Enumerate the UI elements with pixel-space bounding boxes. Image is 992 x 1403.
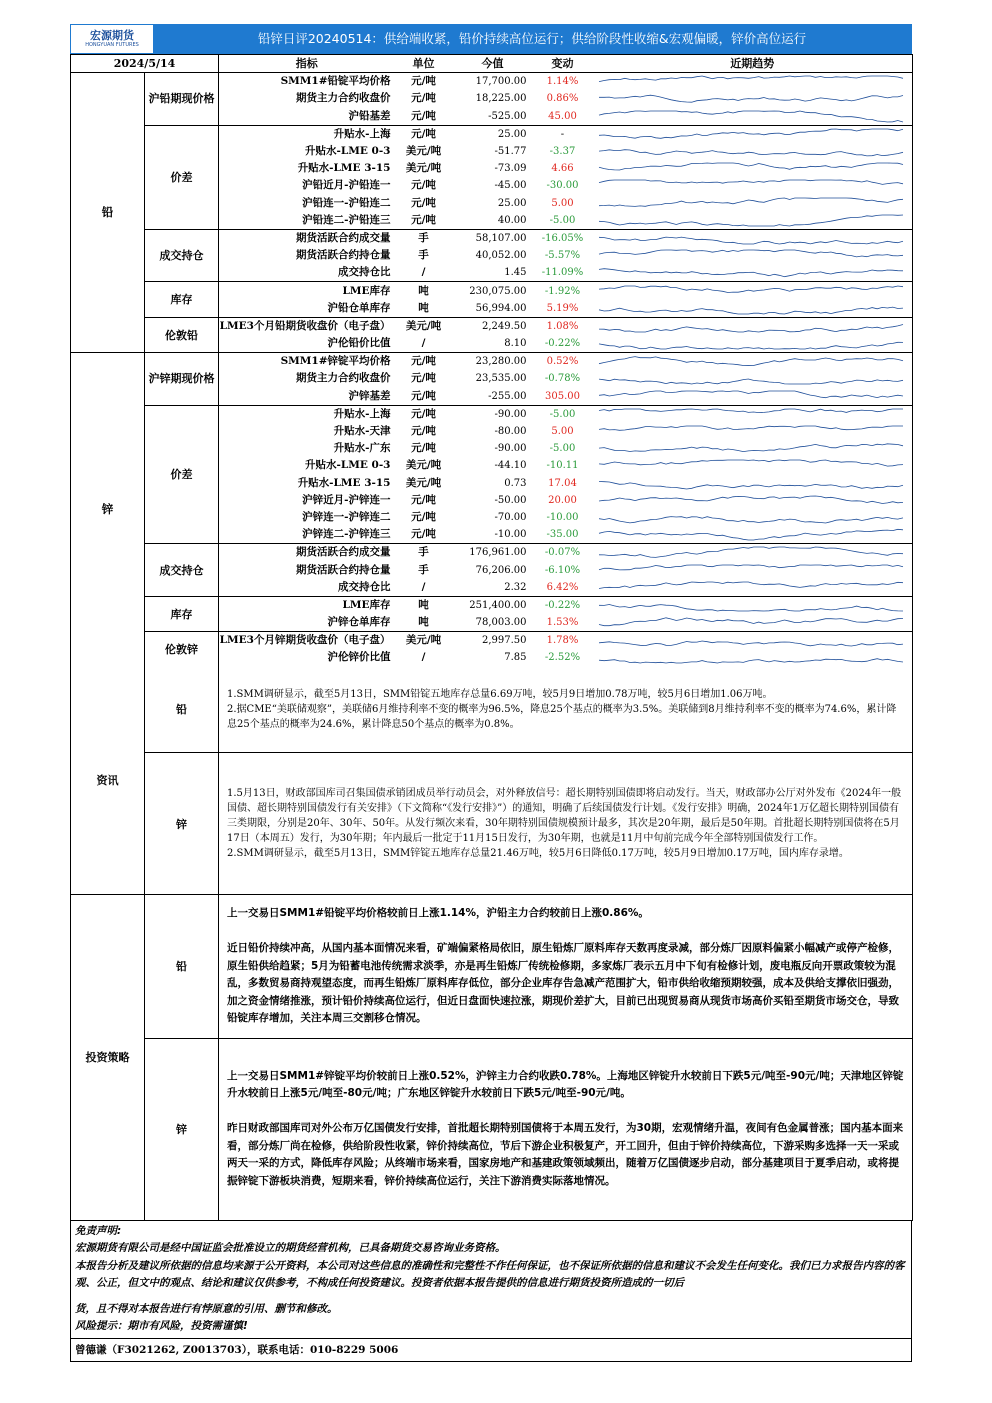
header-unit: 单位 [395, 55, 453, 73]
strategy-lead-row [71, 895, 913, 1038]
sparkline-path [599, 250, 903, 257]
disclaimer [70, 1221, 912, 1339]
sparkline-icon [593, 213, 909, 228]
sparkline-icon [593, 91, 909, 106]
sparkline-icon [593, 178, 909, 193]
indicator-unit: 元/吨 [411, 213, 436, 226]
trend-cell [593, 561, 913, 578]
indicator-change: 45.00 [548, 110, 577, 122]
group-label: 价差 [145, 125, 219, 229]
trend-cell [593, 282, 913, 300]
indicator-unit: 元/吨 [411, 389, 436, 402]
indicator-name: 升贴水-广东 [333, 442, 391, 455]
sparkline-path [599, 529, 903, 540]
indicator-name: 期货活跃合约成交量 [219, 229, 395, 247]
indicator-change: - [533, 125, 593, 143]
sparkline-icon [593, 265, 909, 280]
news-label: 资讯 [71, 667, 145, 895]
sparkline-icon [593, 650, 909, 665]
indicator-value: -80.00 [494, 426, 527, 438]
header-indicator: 指标 [219, 55, 395, 73]
indicator-unit: / [421, 580, 426, 593]
trend-cell [593, 247, 913, 264]
indicator-unit: 元/吨 [395, 125, 453, 143]
table-row [71, 282, 913, 300]
trend-cell [593, 177, 913, 194]
indicator-name: SMM1#锌锭平均价格 [219, 353, 395, 371]
indicator-name: 沪伦铅价比值 [327, 337, 391, 350]
indicator-value: 40,052.00 [475, 250, 527, 262]
indicator-change: 1.53% [546, 617, 579, 629]
indicator-change: -5.57% [544, 250, 581, 262]
indicator-value: -70.00 [494, 511, 527, 523]
indicator-name: LME库存 [219, 596, 395, 614]
sparkline-path [599, 215, 903, 226]
sparkline-path [599, 163, 903, 170]
trend-cell [593, 544, 913, 562]
strategy-zinc-label: 锌 [145, 1038, 219, 1220]
trend-cell [593, 579, 913, 597]
sparkline-icon [593, 407, 909, 422]
trend-cell [593, 125, 913, 143]
indicator-change: 17.04 [548, 477, 577, 489]
indicator-change: 6.42% [546, 581, 579, 593]
sparkline-path [599, 269, 903, 277]
news-section [70, 667, 913, 896]
indicator-change: -5.00 [533, 405, 593, 423]
indicator-unit: 元/吨 [411, 510, 436, 523]
indicator-unit: 美元/吨 [395, 632, 453, 650]
logo-subtext: HONGYUAN FUTURES [85, 42, 139, 48]
group-label: 沪铅期现价格 [145, 73, 219, 126]
indicator-name: 期货活跃合约成交量 [219, 544, 395, 562]
sparkline-path [599, 426, 903, 430]
trend-cell [593, 335, 913, 353]
sparkline-path [599, 659, 903, 663]
sparkline-path [599, 111, 903, 122]
trend-cell [593, 440, 913, 457]
sparkline-icon [593, 598, 909, 613]
indicator-name: 沪锌近月-沪锌连一 [302, 493, 391, 506]
sparkline-path [599, 391, 903, 398]
indicator-value: 25.00 [453, 125, 533, 143]
sparkline-icon [593, 441, 909, 456]
disclaimer-p2: 本报告分析及建议所依据的信息均来源于公开资料，本公司对这些信息的准确性和完整性不作任何保证，也不保证所依据的信息和建议不会发生任何变化。我们已力求报告内容的客观、公正，但文中的观点、结论和建议仅供参考，不构成任何投资建议。投资者依据本报告提供的信息进行期货投资所造成的一切后 [75, 1259, 905, 1290]
trend-cell [593, 388, 913, 406]
sparkline-path [599, 307, 903, 314]
indicator-name: 沪伦锌价比值 [327, 651, 391, 664]
indicator-name: 升贴水-上海 [219, 125, 395, 143]
trend-cell [593, 423, 913, 440]
indicator-change: -0.07% [533, 544, 593, 562]
indicator-value: 2.32 [504, 581, 527, 593]
sparkline-path [599, 565, 903, 570]
news-lead-text: 1.SMM调研显示，截至5月13日，SMM铅锭五地库存总量6.69万吨，较5月9日增加0.78万吨，较5月6日增加1.06万吨。 2.据CME“美联储观察”，美联储6月维持利率不变的概率为96.5%，降息25个基点的概率为3.5%。美联储到8月维持利率不变的概率为74.6%，累计降息25个基点的概率为24.6%，累计降息50个基点的概率为0.8%。 [227, 688, 897, 730]
indicator-name: 沪铅近月-沪铅连一 [302, 179, 391, 192]
indicator-unit: / [421, 337, 426, 350]
trend-cell [593, 229, 913, 247]
sparkline-path [599, 96, 903, 103]
indicator-unit: 元/吨 [411, 493, 436, 506]
strategy-lead-label: 铅 [145, 895, 219, 1038]
indicator-change: -35.00 [546, 529, 579, 541]
disclaimer-p3: 货，且不得对本报告进行有悖原意的引用、删节和修改。 [75, 1302, 338, 1315]
header-change: 变动 [533, 55, 593, 73]
indicator-change: 1.14% [533, 73, 593, 91]
table-row [71, 632, 913, 650]
indicator-name: 沪锌连二-沪锌连三 [302, 528, 391, 541]
sparkline-path [599, 444, 903, 452]
indicator-change: 305.00 [545, 390, 580, 402]
trend-cell [593, 509, 913, 526]
sparkline-path [599, 517, 903, 523]
indicator-unit: 元/吨 [411, 442, 436, 455]
indicator-name: 沪铅连一-沪铅连二 [302, 196, 391, 209]
trend-cell [593, 317, 913, 335]
indicator-unit: 吨 [418, 301, 429, 314]
strategy-lead-text: 上一交易日SMM1#铅锭平均价格较前日上涨1.14%，沪铅主力合约较前日上涨0.86%。 近日铅价持续冲高，从国内基本面情况来看，矿端偏紧格局依旧，原生铅炼厂原料库存天数再度录减，部分炼厂因原料偏紧小幅减产或停产检修，原生铅供给趋紧；5月为铅蓄电池传统需求淡季，亦是再生铅炼厂传统检修期，多家炼厂表示五月中下旬有检修计划，废电瓶反向开票政策较为混乱，多数贸易商持观望态度，而再生铅炼厂原料库存低位，部分企业库存告急减产范围扩大，铅市供给收缩预期较强，成本及供给支撑依旧强劲，加之资金情绪推涨，预计铅价持续高位运行，但近日盘面快速拉涨，期现价差扩大，目前已出现贸易商从现货市场高价买铅至期货市场交仓，导致铅锭库存增加，关注本周三交割移仓情况。 [227, 907, 899, 1025]
indicator-value: -51.77 [494, 146, 527, 158]
indicator-unit: 手 [395, 544, 453, 562]
indicator-unit: 元/吨 [395, 405, 453, 423]
sparkline-path [599, 496, 903, 504]
indicator-unit: 美元/吨 [405, 476, 442, 489]
trend-cell [593, 526, 913, 544]
trend-cell [593, 405, 913, 423]
sparkline-path [599, 604, 903, 611]
sparkline-icon [593, 196, 909, 211]
table-row [71, 73, 913, 91]
strategy-section [70, 895, 913, 1221]
indicator-unit: 手 [418, 563, 429, 576]
indicator-change: -16.05% [533, 229, 593, 247]
sparkline-icon [593, 580, 909, 595]
indicator-name: 沪铅连二-沪铅连三 [302, 213, 391, 226]
sparkline-path [599, 150, 903, 156]
indicator-value: 251,400.00 [453, 596, 533, 614]
sparkline-icon [593, 545, 909, 560]
strategy-zinc-text: 上一交易日SMM1#锌锭平均价较前日上涨0.52%，沪锌主力合约收跌0.78%。上海地区锌锭升水较前日下跌5元/吨至-90元/吨；天津地区锌锭升水较前日上涨5元/吨至-80元/吨；广东地区锌锭升水较前日下跌5元/吨至-90元/吨。 昨日财政部国库司对外公布万亿国债发行安排，首批超长期特别国债将于本周五发行，为30期，宏观情绪升温，夜间有色金属普涨；国内基本面来看，部分炼厂尚在检修，供给阶段性收紧，锌价持续高位，节后下游企业积极复产，开工回升，但由于锌价持续高位，下游采购多选择一天一采或两天一采的方式，降低库存风险；从终端市场来看，国家房地产和基建政策领域频出，随着万亿国债逐步启动，部分基建项目于夏季启动，或将提振锌锭下游板块消费，短期来看，锌价持续高位运行，关注下游消费实际落地情况。 [227, 1069, 904, 1187]
indicator-name: LME3个月锌期货收盘价（电子盘） [219, 632, 395, 650]
indicator-value: 56,994.00 [475, 302, 527, 314]
trend-cell [593, 475, 913, 492]
indicator-unit: / [421, 266, 426, 279]
trend-cell [593, 90, 913, 107]
indicator-value: 2,249.50 [453, 317, 533, 335]
sparkline-path [599, 129, 903, 138]
strategy-zinc-row [71, 1038, 913, 1220]
indicator-value: 40.00 [497, 214, 527, 226]
sparkline-path [599, 641, 903, 646]
indicator-value: -90.00 [453, 405, 533, 423]
sparkline-icon [593, 633, 909, 648]
indicator-name: 沪锌仓单库存 [327, 616, 391, 629]
indicator-value: 17,700.00 [453, 73, 533, 91]
lead-section-label: 铅 [71, 73, 145, 353]
indicator-change: -3.37 [549, 146, 576, 158]
table-row [71, 544, 913, 562]
indicator-change: -2.52% [544, 652, 581, 664]
table-row [71, 353, 913, 371]
data-table [70, 54, 913, 667]
sparkline-path [599, 76, 903, 82]
sparkline-icon [593, 301, 909, 316]
indicator-name: LME库存 [219, 282, 395, 300]
sparkline-icon [593, 127, 909, 142]
indicator-unit: 元/吨 [411, 92, 436, 105]
disclaimer-title: 免责声明: [75, 1224, 122, 1237]
indicator-change: -0.22% [544, 338, 581, 350]
group-label: 沪锌期现价格 [145, 353, 219, 406]
indicator-value: 0.73 [504, 477, 527, 489]
indicator-name: 升贴水-LME 0-3 [305, 459, 391, 472]
indicator-name: 成交持仓比 [338, 266, 391, 279]
indicator-unit: 元/吨 [411, 179, 436, 192]
sparkline-icon [593, 458, 909, 473]
news-zinc-row [71, 753, 913, 895]
report-title: 铅锌日评20240514：供给端收紧，铅价持续高位运行；供给阶段性收缩&宏观偏暖，锌价高位运行 [257, 31, 807, 46]
indicator-change: 1.08% [533, 317, 593, 335]
indicator-change: 5.00 [551, 197, 574, 209]
indicator-name: 沪锌连一-沪锌连二 [302, 510, 391, 523]
sparkline-icon [593, 231, 909, 246]
indicator-change: -5.00 [549, 214, 576, 226]
indicator-name: SMM1#铅锭平均价格 [219, 73, 395, 91]
indicator-unit: 美元/吨 [405, 459, 442, 472]
sparkline-icon [593, 527, 909, 542]
indicator-change: 0.86% [546, 93, 579, 105]
indicator-name: 升贴水-LME 3-15 [297, 476, 391, 489]
disclaimer-p4: 风险提示：期市有风险，投资需谨慎! [75, 1320, 248, 1333]
indicator-value: 18,225.00 [475, 93, 527, 105]
indicator-name: 升贴水-LME 0-3 [305, 145, 391, 158]
indicator-unit: 美元/吨 [405, 162, 442, 175]
trend-cell [593, 143, 913, 160]
sparkline-icon [593, 354, 909, 369]
indicator-change: 1.78% [533, 632, 593, 650]
sparkline-icon [593, 109, 909, 124]
trend-cell [593, 370, 913, 387]
indicator-change: 4.66 [551, 163, 574, 175]
indicator-unit: 美元/吨 [405, 145, 442, 158]
indicator-value: -44.10 [494, 460, 527, 472]
sparkline-path [599, 460, 903, 466]
news-lead-row [71, 667, 913, 753]
indicator-change: -6.10% [544, 564, 581, 576]
sparkline-icon [593, 284, 909, 299]
trend-cell [593, 457, 913, 474]
report-header [70, 24, 912, 54]
indicator-name: 升贴水-LME 3-15 [297, 162, 391, 175]
indicator-change: -0.78% [544, 373, 581, 385]
indicator-change: -10.00 [546, 511, 579, 523]
trend-cell [593, 353, 913, 371]
indicator-value: 7.85 [504, 652, 527, 664]
zinc-section-label: 锌 [71, 353, 145, 667]
table-row [71, 596, 913, 614]
indicator-value: -10.00 [494, 529, 527, 541]
trend-cell [593, 264, 913, 282]
indicator-name: LME3个月铅期货收盘价（电子盘） [219, 317, 395, 335]
indicator-unit: 元/吨 [395, 353, 453, 371]
sparkline-icon [593, 563, 909, 578]
table-row [71, 317, 913, 335]
indicator-name: 沪铅基差 [348, 109, 391, 122]
indicator-change: -1.92% [533, 282, 593, 300]
table-row [71, 125, 913, 143]
indicator-value: -525.00 [488, 110, 527, 122]
indicator-name: 沪铅仓单库存 [327, 301, 391, 314]
group-label: 成交持仓 [145, 544, 219, 597]
indicator-name: 期货活跃合约持仓量 [296, 249, 391, 262]
trend-cell [593, 300, 913, 318]
indicator-unit: 手 [395, 229, 453, 247]
disclaimer-p1: 宏源期货有限公司是经中国证监会批准设立的期货经营机构，已具备期货交易咨询业务资格。 [75, 1242, 506, 1255]
company-logo [71, 25, 154, 53]
sparkline-icon [593, 510, 909, 525]
sparkline-icon [593, 615, 909, 630]
sparkline-icon [593, 424, 909, 439]
sparkline-path [599, 198, 903, 206]
sparkline-icon [593, 336, 909, 351]
trend-cell [593, 160, 913, 177]
sparkline-icon [593, 248, 909, 263]
trend-cell [593, 212, 913, 230]
indicator-name: 期货主力合约收盘价 [296, 92, 391, 105]
indicator-change: -0.22% [533, 596, 593, 614]
analyst-contact: 曾德谦（F3021262, Z0013703），联系电话：010-8229 5006 [70, 1339, 912, 1362]
trend-cell [593, 614, 913, 632]
sparkline-path [599, 237, 903, 244]
indicator-value: -50.00 [494, 494, 527, 506]
trend-cell [593, 195, 913, 212]
header-trend: 近期趋势 [593, 55, 913, 73]
indicator-value: 23,280.00 [453, 353, 533, 371]
indicator-change: -10.11 [546, 460, 579, 472]
sparkline-path [599, 379, 903, 384]
logo-text: 宏源期货 [90, 29, 134, 42]
indicator-unit: 吨 [395, 282, 453, 300]
indicator-unit: 元/吨 [411, 196, 436, 209]
sparkline-path [599, 409, 903, 413]
indicator-value: 78,003.00 [475, 617, 527, 629]
indicator-name: 沪锌基差 [348, 389, 391, 402]
indicator-value: 76,206.00 [475, 564, 527, 576]
sparkline-path [599, 481, 903, 489]
trend-cell [593, 73, 913, 91]
news-zinc-text: 1.5月13日，财政部国库司召集国债承销团成员举行动员会，对外释放信号：超长期特别国债即将启动发行。当天，财政部办公厅对外发布《2024年一般国债、超长期特别国债发行有关安排》（下文简称“《发行安排》”）的通知，明确了后续国债发行计划。《发行安排》明确，2024年1万亿超长期特别国债有三类期限，分别是20年、30年、50年。从发行频次来看，30年期特别国债规模预计最多，其次是20年期，最后是50年期。首批超长期特别国债将在5月17日（本周五）发行，为30年期；年内最后一批定于11月15日发行，为30年期，也就是11月中旬前完成今年全部特别国债发行工作。 2.SMM调研显示，截至5月13日，SMM锌锭五地库存总量21.46万吨，较5月6日降低0.17万吨，较5月9日增加0.17万吨，国内库存录增。 [227, 788, 902, 860]
indicator-name: 升贴水-天津 [333, 425, 391, 438]
group-label: 库存 [145, 282, 219, 317]
indicator-change: 20.00 [548, 494, 577, 506]
sparkline-path [599, 582, 903, 589]
trend-cell [593, 108, 913, 126]
indicator-value: 1.45 [504, 267, 527, 279]
indicator-change: -30.00 [546, 180, 579, 192]
table-row [71, 405, 913, 423]
indicator-value: -90.00 [494, 443, 527, 455]
indicator-value: -73.09 [494, 163, 527, 175]
indicator-value: 230,075.00 [453, 282, 533, 300]
indicator-value: 2,997.50 [453, 632, 533, 650]
indicator-change: 5.19% [546, 302, 579, 314]
indicator-name: 成交持仓比 [338, 580, 391, 593]
group-label: 库存 [145, 596, 219, 631]
sparkline-icon [593, 144, 909, 159]
indicator-unit: 吨 [395, 596, 453, 614]
indicator-name: 升贴水-上海 [219, 405, 395, 423]
header-date: 2024/5/14 [71, 55, 219, 73]
indicator-unit: 元/吨 [411, 528, 436, 541]
group-label: 价差 [145, 405, 219, 544]
strategy-label: 投资策略 [71, 895, 145, 1220]
group-label: 伦敦铅 [145, 317, 219, 352]
sparkline-icon [593, 493, 909, 508]
trend-cell [593, 492, 913, 509]
indicator-unit: 元/吨 [411, 372, 436, 385]
trend-cell [593, 596, 913, 614]
indicator-unit: 元/吨 [411, 109, 436, 122]
table-row [71, 229, 913, 247]
group-label: 伦敦锌 [145, 632, 219, 667]
sparkline-path [599, 357, 903, 366]
trend-cell [593, 632, 913, 650]
indicator-change: 0.52% [533, 353, 593, 371]
group-label: 成交持仓 [145, 229, 219, 282]
sparkline-path [599, 180, 903, 184]
trend-cell [593, 649, 913, 666]
sparkline-icon [593, 389, 909, 404]
indicator-unit: 元/吨 [411, 425, 436, 438]
sparkline-path [599, 618, 903, 626]
indicator-unit: 吨 [418, 616, 429, 629]
table-header-row [71, 55, 913, 73]
indicator-unit: 元/吨 [395, 73, 453, 91]
indicator-change: -11.09% [541, 267, 584, 279]
sparkline-path [599, 286, 903, 293]
news-lead-label: 铅 [145, 667, 219, 753]
sparkline-path [599, 324, 903, 332]
indicator-unit: / [421, 651, 426, 664]
sparkline-icon [593, 319, 909, 334]
news-zinc-label: 锌 [145, 753, 219, 895]
indicator-change: -5.00 [549, 443, 576, 455]
indicator-value: 8.10 [504, 338, 527, 350]
sparkline-icon [593, 476, 909, 491]
indicator-value: -255.00 [488, 390, 527, 402]
sparkline-icon [593, 371, 909, 386]
indicator-unit: 手 [418, 249, 429, 262]
header-value: 今值 [453, 55, 533, 73]
sparkline-icon [593, 161, 909, 176]
indicator-value: -45.00 [494, 180, 527, 192]
indicator-value: 23,535.00 [475, 373, 527, 385]
sparkline-path [599, 547, 903, 557]
indicator-value: 58,107.00 [453, 229, 533, 247]
indicator-change: 5.00 [551, 426, 574, 438]
sparkline-path [599, 342, 903, 349]
indicator-name: 期货活跃合约持仓量 [296, 563, 391, 576]
report-sheet [70, 24, 912, 1362]
sparkline-icon [593, 74, 909, 89]
indicator-unit: 美元/吨 [395, 317, 453, 335]
indicator-value: 176,961.00 [453, 544, 533, 562]
indicator-value: 25.00 [497, 197, 527, 209]
indicator-name: 期货主力合约收盘价 [296, 372, 391, 385]
